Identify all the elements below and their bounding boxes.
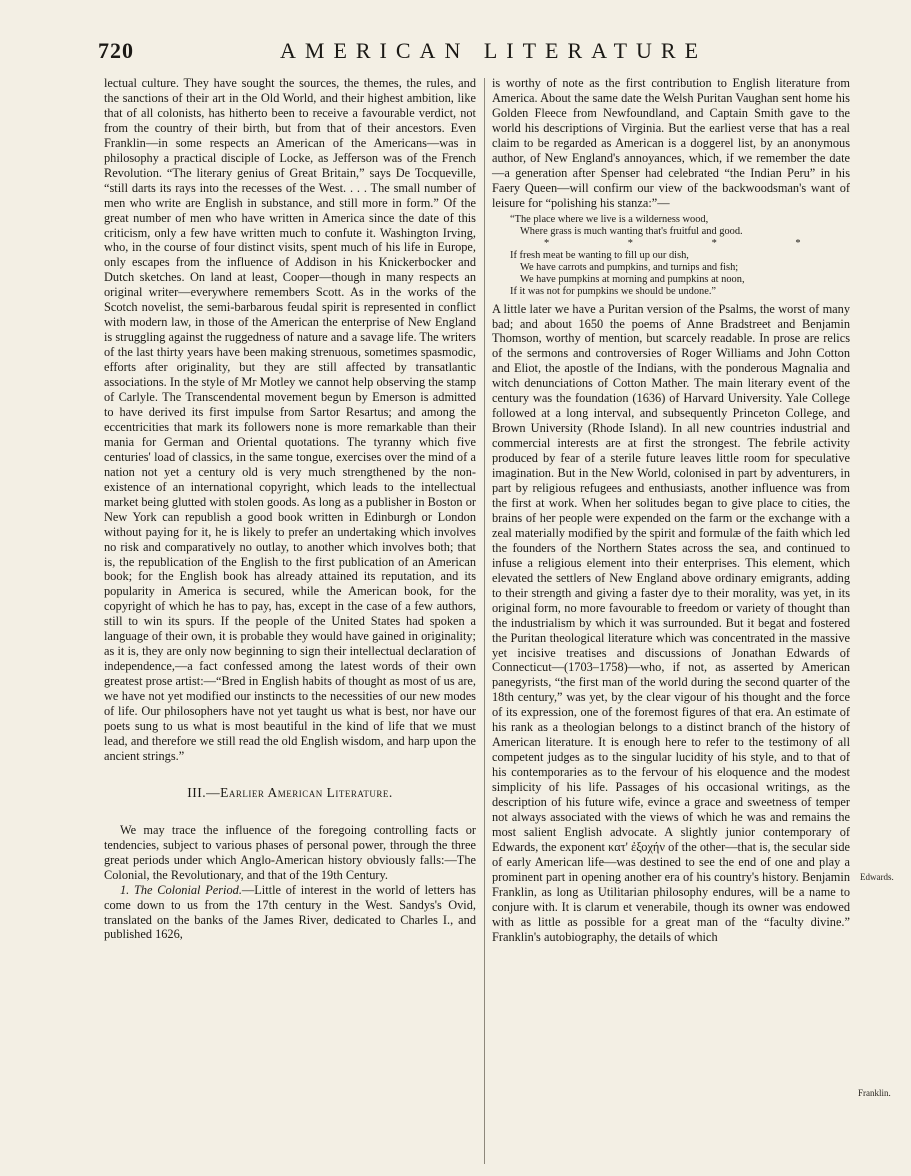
left-column <box>104 76 476 942</box>
running-head: AMERICAN LITERATURE <box>280 38 708 63</box>
colonial-period-lead: 1. The Colonial Period. <box>120 882 242 897</box>
left-paragraph-2: We may trace the influence of the foregoing controlling facts or tendencies, subject to various phases of personal power, through the three great periods under which Anglo-American history obviously falls:—The Colonial, the Revolutionary, and that of the 19th Century. <box>104 822 476 882</box>
verse-line-3: If fresh meat be wanting to fill up our dish, <box>510 249 689 261</box>
verse-line-1: “The place where we live is a wilderness wood, <box>510 213 709 225</box>
verse-ellipsis: * * * * <box>544 237 839 249</box>
left-paragraph-3 <box>104 883 476 943</box>
margin-note-franklin: Franklin. <box>858 1088 891 1098</box>
verse-line-4: We have carrots and pumpkins, and turnips and fish; <box>520 261 739 273</box>
left-paragraph-3-text: —Little of interest in the world of letters has come down to us from the 17th century in the West. Sandys's Ovid, translated on the banks of the James River, dedicated to Charles I., and published 1626, <box>104 882 476 942</box>
right-paragraph-2: A little later we have a Puritan version of the Psalms, the worst of many bad; and about 1650 the poems of Anne Bradstreet and Benjamin Thomson, worthy of mention, but scarcely readable. In prose are relics of the sermons and controversies of Roger Williams and John Cotton and Eliot, the apostle of the Indians, with the ponderous Magnalia and witch denunciations of Cotton Mather. The main literary event of the century was the foundation (1636) of Harvard University. Yale College followed at a long interval, and subsequently Princeton College, and Brown University (Rhode Island). In all new countries industrial and commercial interests are at first the strongest. The febrile activity produced by fear of a sterile future leaves little room for speculative imagination. But in the New World, colonised in part by adventurers, in part by religious refugees and enthusiasts, another influence was from the first at work. When her solitudes began to give place to cities, the brains of her people were expended on the farm or the exchange with a zeal materially modified by the spirit and formulæ of the faith which led the founders of the Northern States across the sea, and continued to infuse a religious element into their enterprises. This element, which elevated the settlers of New England above ordinary emigrants, adding to their strength and giving a faster dye to their morality, was yet, in its original form, no more favourable to freedom or variety of thought than the industrialism by which it was surrounded. But it begat and fostered the Puritan theological literature which was concentrated in the massive yet incisive treatises and discussions of Jonathan Edwards of Connecticut—(1703–1758)—who, if not, as asserted by American panegyrists, “the first man of the world during the second quarter of the 18th century,” was yet, by the clear vigour of his thought and the force of its expression, one of the foremost figures of that era. An estimate of his rank as a theologian belongs to a distinct branch of the history of American literature. It is enough here to refer to the testimony of all competent judges as to the singular lucidity of his style, and to that of his contemporaries as to the fervour of his eloquence and the modest simplicity of his life. Passages of his occasional writings, as the description of his future wife, evince a grace and sweetness of temper not always associated with the views of which he was and remains the most salient English advocate. A slightly junior contemporary of Edwards, the exponent κατ' ἐξοχήν of the other—that is, the secular side of early American life—was destined to see the end of one and play a prominent part in opening another era of his country's history. Benjamin Franklin, as long as Utilitarian philosophy endures, will be a name to conjure with. It is clarum et venerabile, though its owner was endowed with as little as possible for a great man of the “faculty divine.” Franklin's autobiography, the details of which <box>492 301 850 944</box>
verse-line-2: Where grass is much wanting that's fruitful and good. <box>520 225 743 237</box>
left-paragraph-1: lectual culture. They have sought the sources, the themes, the rules, and the sanctions of their art in the Old World, and their highest ambition, like that of all colonists, has hitherto been to receive a favourable verdict, not from the country of their birth, but from that of their ancestors. Even Franklin—in some respects an American of the Americans—was in philosophy a practical disciple of Locke, as Jefferson was of the French Revolution. “The literary genius of Great Britain,” says De Tocqueville, “still darts its rays into the recesses of the West. . . . The small number of men who write are English in substance, and still more in form.” Of the great number of men who have written in America since the date of this criticism, only a few have written much to confute it. Washington Irving, who, in the course of four distinct visits, spent much of his life in Europe, only escapes from the influence of Addison in his Knickerbocker and Dutch sketches. On land at least, Cooper—though in many respects an original writer—everywhere remembers Scott. As in the works of the Scotch novelist, the semi-barbarous feudal spirit is represented in conflict with modern law, in those of the American the enterprise of New England is struggling against the ruggedness of nature and a savage life. The writers of the last thirty years have been making strenuous, sometimes spasmodic, efforts after originality, but they are still affected by transatlantic associations. In the style of Mr Motley we cannot help observing the stamp of Carlyle. The Transcendental movement begun by Emerson is admitted to have derived its first impulse from Sartor Resartus; and among the eccentricities that mark its followers none is more remarkable than their mania for German and Oriental quotations. The tyranny which five centuries' load of classics, in the same tongue, exercises over the mind of a nation not yet a century old is very much strengthened by the non-existence of an international copyright, which leads to the intellectual market being glutted with stolen goods. As long as a publisher in Boston or New York can republish a good book written in Edinburgh or London without paying for it, he is likely to prefer an undertaking which involves no risk and comparatively no outlay, to another which involves both; that is, the republication of the English to the first publication of an American book; for the English book has already attained its reputation, and its popularity in America is secured, while the American book, for the copyright of which he has to pay, has, except in the case of a few authors, still to win its spurs. If the people of the United States had spoken a language of their own, it is probable they would have gained in originality; as it is, they are only now beginning to sign their intellectual declaration of independence,—a fact confessed among the latest words of their own greatest prose artist:—“Bred in English habits of thought as most of us are, we have not yet modified our instincts to the necessities of our new modes of life. Our philosophers have not yet taught us what is best, nor have our poets sung to us what is most beautiful in the kind of life that we must lead, and therefore we still read the old English wisdom, and harp upon the ancient strings.” <box>104 76 476 763</box>
margin-note-edwards: Edwards. <box>860 872 894 882</box>
verse-quotation <box>492 214 850 298</box>
column-divider <box>484 78 485 1164</box>
page-number: 720 <box>98 38 134 63</box>
right-paragraph-1: is worthy of note as the first contribution to English literature from America. About the same date the Welsh Puritan Vaughan sent home his Golden Fleece from Newfoundland, and Captain Smith gave to the world his descriptions of Virginia. But the earliest verse that has a real claim to be regarded as American is a doggerel list, by an anonymous author, of New England's annoyances, which, if we remember the date—a generation after Spenser had celebrated “the Indian Peru” in his Faery Queen—will confirm our view of the backwoodsman's want of leisure for “polishing his stanza:”— <box>492 76 850 210</box>
right-column <box>492 76 850 945</box>
verse-line-5: We have pumpkins at morning and pumpkins at noon, <box>520 273 745 285</box>
section-heading-text: III.—Earlier American Literature. <box>187 784 393 800</box>
verse-line-6: If it was not for pumpkins we should be undone.” <box>510 285 717 297</box>
section-heading <box>104 786 476 801</box>
